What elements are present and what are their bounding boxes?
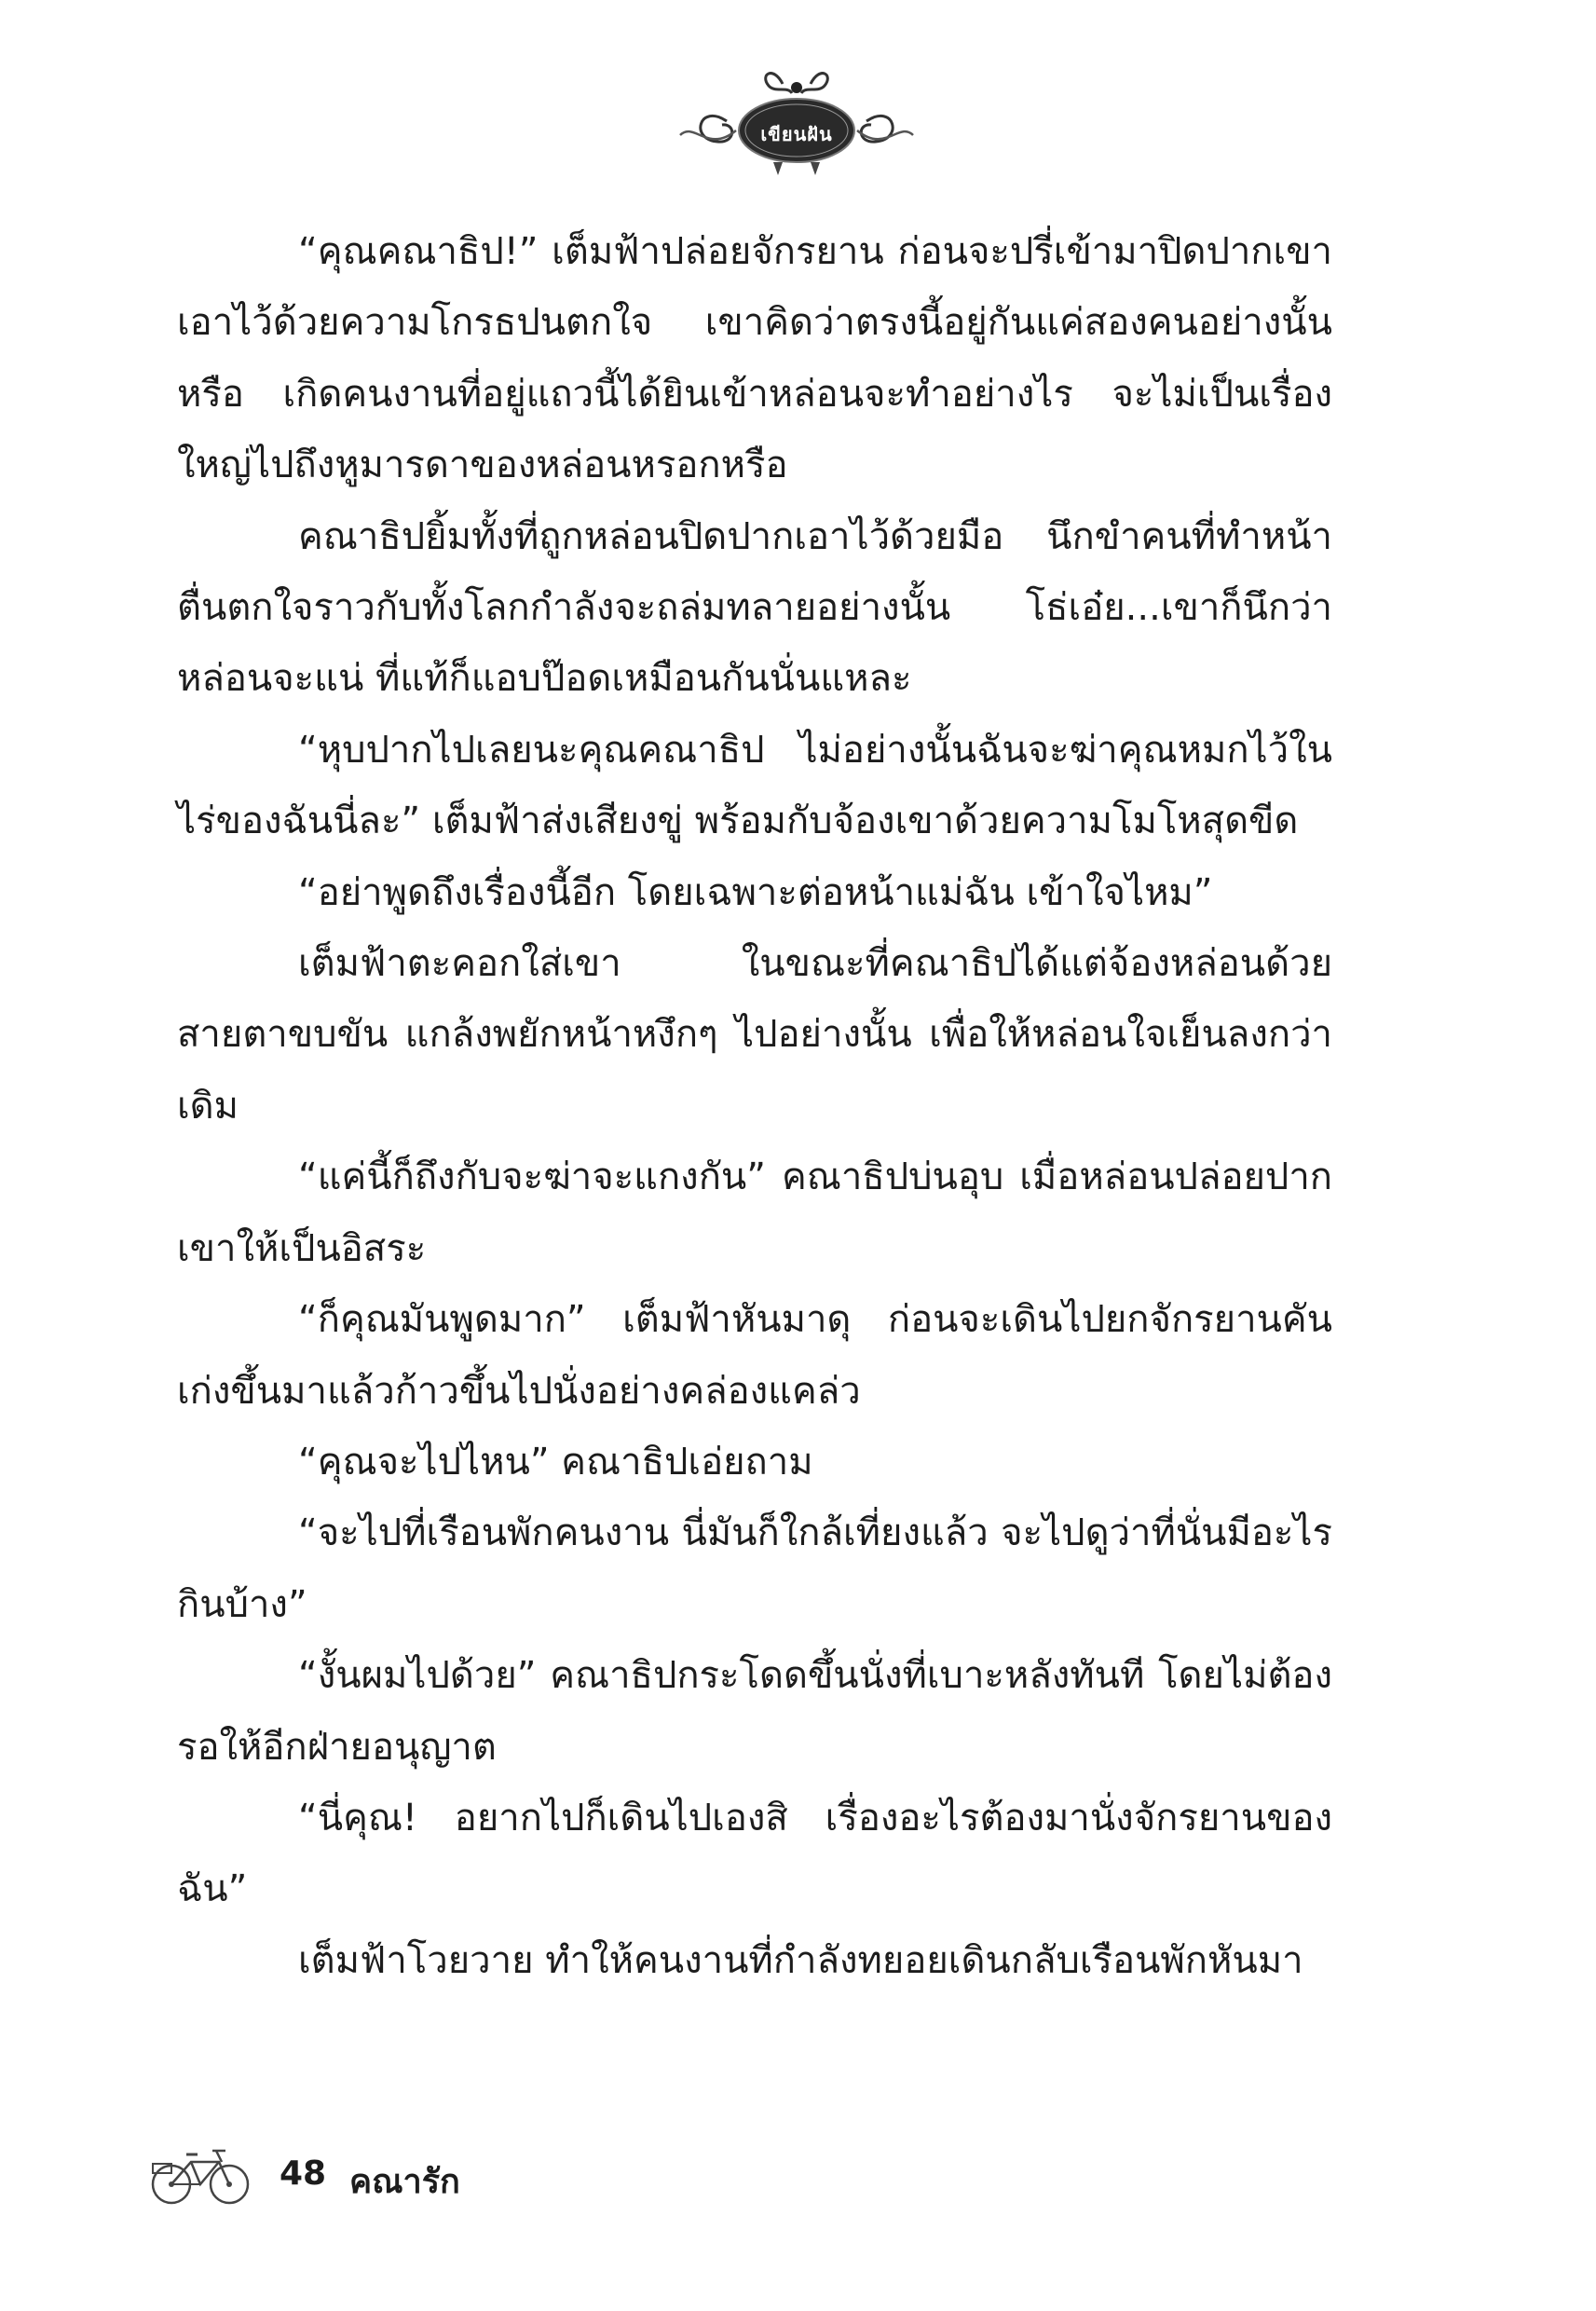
paragraph: “นี่คุณ! อยากไปก็เดินไปเองสิ เรื่องอะไรต้องมานั่งจักรยานของฉัน” bbox=[177, 1796, 1332, 1911]
bicycle-icon bbox=[149, 2141, 252, 2207]
paragraph: คณาธิปยิ้มทั้งที่ถูกหล่อนปิดปากเอาไว้ด้วยมือ นึกขำคนที่ทำหน้าตื่นตกใจราวกับทั้งโลกกำลังจะถล่มทลายอย่างนั้น โธ่เอ๋ย...เขาก็นึกว่าหล่อนจะแน่ ที่แท้ก็แอบป๊อดเหมือนกันนั่นแหละ bbox=[177, 514, 1332, 701]
paragraph: “ก็คุณมันพูดมาก” เต็มฟ้าหันมาดุ ก่อนจะเดินไปยกจักรยานคันเก่งขึ้นมาแล้วก้าวขึ้นไปนั่งอย่างคล่องแคล่ว bbox=[177, 1298, 1332, 1413]
paragraph: “งั้นผมไปด้วย” คณาธิปกระโดดขึ้นนั่งที่เบาะหลังทันที โดยไม่ต้องรอให้อีกฝ่ายอนุญาต bbox=[177, 1654, 1332, 1769]
header-emblem bbox=[671, 65, 922, 177]
paragraph: “คุณจะไปไหน” คณาธิปเอ่ยถาม bbox=[298, 1440, 813, 1484]
page-footer bbox=[149, 2134, 801, 2218]
page-number: 48 bbox=[280, 2154, 327, 2193]
paragraph: เต็มฟ้าโวยวาย ทำให้คนงานที่กำลังทยอยเดินกลับเรือนพักหันมา bbox=[298, 1938, 1303, 1982]
paragraph: “จะไปที่เรือนพักคนงาน นี่มันก็ใกล้เที่ยงแล้ว จะไปดูว่าที่นั่นมีอะไรกินบ้าง” bbox=[177, 1511, 1332, 1626]
paragraph: “อย่าพูดถึงเรื่องนี้อีก โดยเฉพาะต่อหน้าแม่ฉัน เข้าใจไหม” bbox=[298, 870, 1213, 914]
paragraph: เต็มฟ้าตะคอกใส่เขา ในขณะที่คณาธิปได้แต่จ้องหล่อนด้วยสายตาขบขัน แกล้งพยักหน้าหงึกๆ ไปอย่างนั้น เพื่อให้หล่อนใจเย็นลงกว่าเดิม bbox=[177, 942, 1332, 1128]
paragraph: “หุบปากไปเลยนะคุณคณาธิป ไม่อย่างนั้นฉันจะฆ่าคุณหมกไว้ในไร่ของฉันนี่ละ” เต็มฟ้าส่งเสียงขู่ พร้อมกับจ้องเขาด้วยความโมโหสุดขีด bbox=[177, 728, 1332, 843]
book-title: คณารัก bbox=[349, 2163, 460, 2201]
paragraph: “คุณคณาธิป!” เต็มฟ้าปล่อยจักรยาน ก่อนจะปรี่เข้ามาปิดปากเขาเอาไว้ด้วยความโกรธปนตกใจ เขาคิดว่าตรงนี้อยู่กันแค่สองคนอย่างนั้นหรือ เกิดคนงานที่อยู่แถวนี้ได้ยินเข้าหล่อนจะทำอย่างไร จะไม่เป็นเรื่องใหญ่ไปถึงหูมารดาของหล่อนหรอกหรือ bbox=[177, 230, 1332, 487]
emblem-label: เขียนฝัน bbox=[760, 123, 833, 145]
paragraph: “แค่นี้ก็ถึงกับจะฆ่าจะแกงกัน” คณาธิปบ่นอุบ เมื่อหล่อนปล่อยปากเขาให้เป็นอิสระ bbox=[177, 1156, 1332, 1270]
body-text bbox=[177, 216, 1332, 1996]
